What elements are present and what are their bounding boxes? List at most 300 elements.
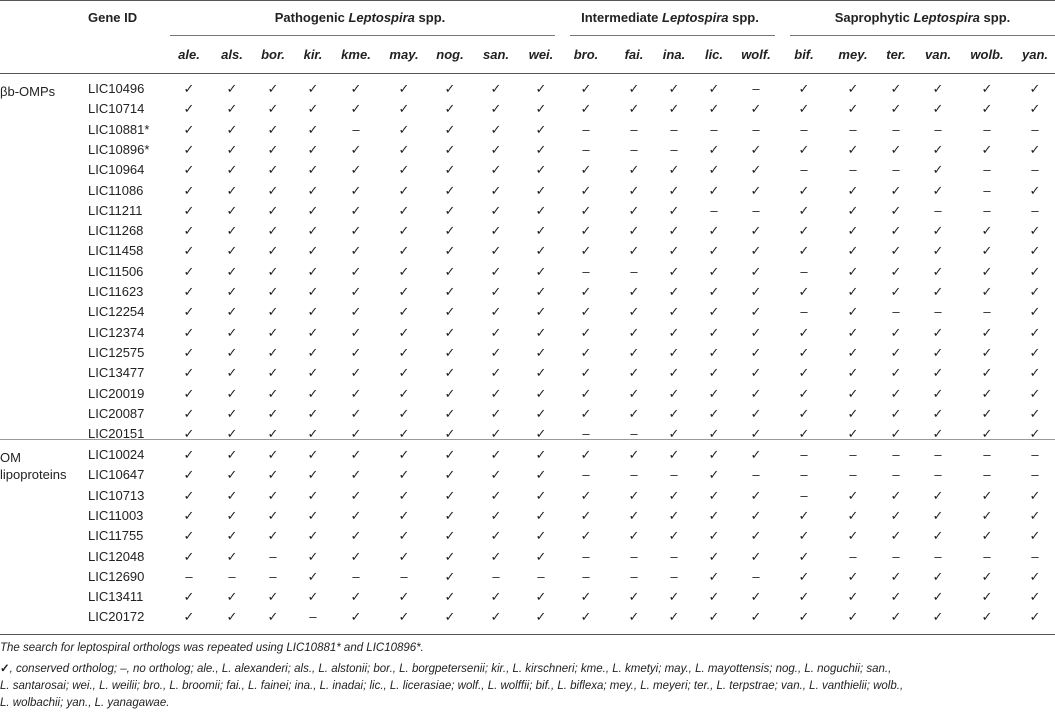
species-header-van: van.	[924, 47, 951, 62]
conserved-ortholog-cell: ✓	[708, 344, 720, 360]
gene-id: LIC12575	[88, 344, 145, 360]
conserved-ortholog-cell: ✓	[398, 528, 410, 544]
conserved-ortholog-cell: ✓	[1029, 324, 1041, 340]
conserved-ortholog-cell: ✓	[932, 101, 944, 117]
conserved-ortholog-cell: ✓	[628, 81, 640, 96]
group-underline-pathogenic	[170, 35, 555, 36]
conserved-ortholog-cell: ✓	[307, 304, 319, 320]
conserved-ortholog-cell: ✓	[350, 507, 362, 523]
conserved-ortholog-cell: ✓	[1029, 507, 1041, 523]
species-header-ter: ter.	[886, 47, 906, 62]
conserved-ortholog-cell: ✓	[668, 223, 680, 239]
conserved-ortholog-cell: ✓	[750, 263, 762, 279]
conserved-ortholog-cell: ✓	[932, 141, 944, 157]
conserved-ortholog-cell: ✓	[183, 81, 195, 96]
gene-id: LIC11211	[88, 202, 143, 218]
conserved-ortholog-cell: ✓	[350, 202, 362, 218]
conserved-ortholog-cell: ✓	[444, 609, 456, 625]
conserved-ortholog-cell: ✓	[183, 284, 195, 299]
no-ortholog-cell: –	[849, 162, 857, 178]
no-ortholog-cell: –	[752, 81, 760, 96]
conserved-ortholog-cell: ✓	[307, 487, 319, 503]
conserved-ortholog-cell: ✓	[981, 507, 993, 523]
bottom-rule	[0, 634, 1055, 635]
conserved-ortholog-cell: ✓	[490, 426, 502, 442]
conserved-ortholog-cell: ✓	[267, 182, 279, 198]
species-header-san: san.	[482, 47, 509, 62]
conserved-ortholog-cell: ✓	[708, 405, 720, 421]
conserved-ortholog-cell: ✓	[444, 467, 456, 483]
conserved-ortholog-cell: ✓	[398, 243, 410, 259]
no-ortholog-cell: –	[1031, 548, 1039, 564]
group-header-saprophytic: Saprophytic Leptospira spp.	[834, 10, 1011, 25]
gene-id: LIC11506	[88, 263, 144, 279]
conserved-ortholog-cell: ✓	[350, 284, 362, 299]
conserved-ortholog-cell: ✓	[444, 223, 456, 239]
conserved-ortholog-cell: ✓	[890, 223, 902, 239]
conserved-ortholog-cell: ✓	[444, 121, 456, 137]
conserved-ortholog-cell: ✓	[847, 223, 859, 239]
no-ortholog-cell: –	[752, 568, 760, 584]
conserved-ortholog-cell: ✓	[490, 263, 502, 279]
conserved-ortholog-cell: ✓	[1029, 385, 1041, 401]
conserved-ortholog-cell: ✓	[628, 243, 640, 259]
no-ortholog-cell: –	[934, 467, 942, 483]
conserved-ortholog-cell: ✓	[267, 263, 279, 279]
conserved-ortholog-cell: ✓	[668, 385, 680, 401]
conserved-ortholog-cell: ✓	[535, 202, 547, 218]
conserved-ortholog-cell: ✓	[444, 202, 456, 218]
conserved-ortholog-cell: ✓	[1029, 589, 1041, 605]
conserved-ortholog-cell: ✓	[267, 284, 279, 299]
conserved-ortholog-cell: ✓	[798, 548, 810, 564]
conserved-ortholog-cell: ✓	[267, 467, 279, 483]
conserved-ortholog-cell: ✓	[535, 121, 547, 137]
gene-id: LIC12690	[88, 568, 145, 584]
no-ortholog-cell: –	[582, 263, 590, 279]
gene-id: LIC20087	[88, 405, 145, 421]
gene-id: LIC10024	[88, 447, 145, 462]
conserved-ortholog-cell: ✓	[307, 243, 319, 259]
conserved-ortholog-cell: ✓	[932, 426, 944, 442]
conserved-ortholog-cell: ✓	[890, 284, 902, 299]
conserved-ortholog-cell: ✓	[750, 365, 762, 381]
conserved-ortholog-cell: ✓	[668, 447, 680, 462]
conserved-ortholog-cell: ✓	[267, 141, 279, 157]
conserved-ortholog-cell: ✓	[444, 568, 456, 584]
conserved-ortholog-cell: ✓	[580, 202, 592, 218]
check-symbol: ✓	[0, 663, 10, 675]
no-ortholog-cell: –	[630, 263, 638, 279]
conserved-ortholog-cell: ✓	[750, 304, 762, 320]
conserved-ortholog-cell: ✓	[307, 385, 319, 401]
conserved-ortholog-cell: ✓	[628, 405, 640, 421]
conserved-ortholog-cell: ✓	[267, 385, 279, 401]
conserved-ortholog-cell: ✓	[890, 507, 902, 523]
gene-id: LIC20172	[88, 609, 145, 625]
group-underline-saprophytic	[790, 35, 1055, 36]
conserved-ortholog-cell: ✓	[490, 548, 502, 564]
no-ortholog-cell: –	[849, 121, 857, 137]
conserved-ortholog-cell: ✓	[398, 202, 410, 218]
conserved-ortholog-cell: ✓	[1029, 405, 1041, 421]
conserved-ortholog-cell: ✓	[1029, 426, 1041, 442]
no-ortholog-cell: –	[1031, 121, 1039, 137]
conserved-ortholog-cell: ✓	[350, 385, 362, 401]
conserved-ortholog-cell: ✓	[798, 385, 810, 401]
no-ortholog-cell: –	[800, 263, 808, 279]
conserved-ortholog-cell: ✓	[444, 365, 456, 381]
conserved-ortholog-cell: ✓	[444, 324, 456, 340]
conserved-ortholog-cell: ✓	[668, 304, 680, 320]
conserved-ortholog-cell: ✓	[847, 365, 859, 381]
no-ortholog-cell: –	[710, 121, 718, 137]
conserved-ortholog-cell: ✓	[535, 243, 547, 259]
conserved-ortholog-cell: ✓	[307, 344, 319, 360]
conserved-ortholog-cell: ✓	[750, 223, 762, 239]
conserved-ortholog-cell: ✓	[847, 528, 859, 544]
conserved-ortholog-cell: ✓	[267, 507, 279, 523]
conserved-ortholog-cell: ✓	[847, 426, 859, 442]
conserved-ortholog-cell: ✓	[580, 589, 592, 605]
conserved-ortholog-cell: ✓	[628, 162, 640, 178]
gene-id: LIC10713	[88, 487, 145, 503]
no-ortholog-cell: –	[752, 202, 760, 218]
gene-id: LIC11003	[88, 507, 144, 523]
conserved-ortholog-cell: ✓	[444, 528, 456, 544]
conserved-ortholog-cell: ✓	[628, 528, 640, 544]
conserved-ortholog-cell: ✓	[628, 344, 640, 360]
species-header-bor: bor.	[261, 47, 285, 62]
conserved-ortholog-cell: ✓	[668, 263, 680, 279]
conserved-ortholog-cell: ✓	[798, 101, 810, 117]
conserved-ortholog-cell: ✓	[444, 101, 456, 117]
conserved-ortholog-cell: ✓	[267, 243, 279, 259]
conserved-ortholog-cell: ✓	[183, 162, 195, 178]
conserved-ortholog-cell: ✓	[890, 182, 902, 198]
conserved-ortholog-cell: ✓	[580, 405, 592, 421]
species-header-lic: lic.	[704, 47, 724, 62]
no-ortholog-cell: –	[582, 141, 590, 157]
conserved-ortholog-cell: ✓	[1029, 182, 1041, 198]
conserved-ortholog-cell: ✓	[750, 548, 762, 564]
gene-id: LIC10496	[88, 81, 145, 96]
no-ortholog-cell: –	[352, 568, 360, 584]
conserved-ortholog-cell: ✓	[847, 568, 859, 584]
conserved-ortholog-cell: ✓	[750, 162, 762, 178]
conserved-ortholog-cell: ✓	[847, 487, 859, 503]
conserved-ortholog-cell: ✓	[307, 202, 319, 218]
conserved-ortholog-cell: ✓	[267, 121, 279, 137]
gene-id: LIC12254	[88, 304, 145, 320]
species-header-may: may.	[389, 47, 419, 62]
conserved-ortholog-cell: ✓	[932, 223, 944, 239]
conserved-ortholog-cell: ✓	[444, 182, 456, 198]
no-ortholog-cell: –	[800, 121, 808, 137]
species-header-yan: yan.	[1021, 47, 1048, 62]
no-ortholog-cell: –	[934, 447, 942, 462]
conserved-ortholog-cell: ✓	[307, 426, 319, 442]
conserved-ortholog-cell: ✓	[307, 589, 319, 605]
conserved-ortholog-cell: ✓	[847, 385, 859, 401]
conserved-ortholog-cell: ✓	[847, 344, 859, 360]
conserved-ortholog-cell: ✓	[1029, 141, 1041, 157]
conserved-ortholog-cell: ✓	[708, 507, 720, 523]
conserved-ortholog-cell: ✓	[490, 162, 502, 178]
conserved-ortholog-cell: ✓	[668, 528, 680, 544]
conserved-ortholog-cell: ✓	[981, 589, 993, 605]
conserved-ortholog-cell: ✓	[490, 344, 502, 360]
no-ortholog-cell: –	[269, 568, 277, 584]
conserved-ortholog-cell: ✓	[750, 284, 762, 299]
conserved-ortholog-cell: ✓	[750, 507, 762, 523]
conserved-ortholog-cell: ✓	[750, 528, 762, 544]
conserved-ortholog-cell: ✓	[932, 568, 944, 584]
conserved-ortholog-cell: ✓	[750, 324, 762, 340]
conserved-ortholog-cell: ✓	[307, 101, 319, 117]
no-ortholog-cell: –	[630, 467, 638, 483]
no-ortholog-cell: –	[800, 162, 808, 178]
conserved-ortholog-cell: ✓	[267, 405, 279, 421]
conserved-ortholog-cell: ✓	[1029, 81, 1041, 96]
no-ortholog-cell: –	[849, 548, 857, 564]
conserved-ortholog-cell: ✓	[398, 365, 410, 381]
conserved-ortholog-cell: ✓	[890, 141, 902, 157]
conserved-ortholog-cell: ✓	[226, 162, 238, 178]
conserved-ortholog-cell: ✓	[226, 589, 238, 605]
conserved-ortholog-cell: ✓	[444, 263, 456, 279]
conserved-ortholog-cell: ✓	[1029, 365, 1041, 381]
conserved-ortholog-cell: ✓	[350, 467, 362, 483]
conserved-ortholog-cell: ✓	[668, 487, 680, 503]
conserved-ortholog-cell: ✓	[1029, 284, 1041, 299]
conserved-ortholog-cell: ✓	[580, 528, 592, 544]
conserved-ortholog-cell: ✓	[708, 101, 720, 117]
conserved-ortholog-cell: ✓	[535, 609, 547, 625]
gene-id: LIC20151	[88, 426, 145, 442]
conserved-ortholog-cell: ✓	[350, 324, 362, 340]
conserved-ortholog-cell: ✓	[535, 101, 547, 117]
conserved-ortholog-cell: ✓	[490, 487, 502, 503]
no-ortholog-cell: –	[630, 548, 638, 564]
conserved-ortholog-cell: ✓	[708, 589, 720, 605]
conserved-ortholog-cell: ✓	[847, 202, 859, 218]
conserved-ortholog-cell: ✓	[981, 344, 993, 360]
conserved-ortholog-cell: ✓	[535, 365, 547, 381]
conserved-ortholog-cell: ✓	[708, 528, 720, 544]
no-ortholog-cell: –	[670, 141, 678, 157]
conserved-ortholog-cell: ✓	[750, 182, 762, 198]
conserved-ortholog-cell: ✓	[226, 385, 238, 401]
species-header-wolf: wolf.	[741, 47, 771, 62]
gene-id: LIC20019	[88, 385, 145, 401]
no-ortholog-cell: –	[630, 141, 638, 157]
conserved-ortholog-cell: ✓	[535, 141, 547, 157]
conserved-ortholog-cell: ✓	[628, 385, 640, 401]
conserved-ortholog-cell: ✓	[226, 263, 238, 279]
conserved-ortholog-cell: ✓	[932, 182, 944, 198]
conserved-ortholog-cell: ✓	[890, 426, 902, 442]
gene-id: LIC10647	[88, 467, 145, 483]
conserved-ortholog-cell: ✓	[490, 81, 502, 96]
conserved-ortholog-cell: ✓	[267, 324, 279, 340]
conserved-ortholog-cell: ✓	[1029, 609, 1041, 625]
conserved-ortholog-cell: ✓	[668, 344, 680, 360]
conserved-ortholog-cell: ✓	[932, 385, 944, 401]
category-label-om-line1: OM	[0, 450, 21, 465]
conserved-ortholog-cell: ✓	[668, 609, 680, 625]
conserved-ortholog-cell: ✓	[750, 609, 762, 625]
gene-id: LIC10714	[88, 101, 145, 117]
conserved-ortholog-cell: ✓	[183, 121, 195, 137]
conserved-ortholog-cell: ✓	[226, 609, 238, 625]
conserved-ortholog-cell: ✓	[398, 324, 410, 340]
conserved-ortholog-cell: ✓	[798, 507, 810, 523]
conserved-ortholog-cell: ✓	[628, 447, 640, 462]
conserved-ortholog-cell: ✓	[350, 365, 362, 381]
conserved-ortholog-cell: ✓	[668, 101, 680, 117]
gene-id: LIC11268	[88, 223, 144, 239]
conserved-ortholog-cell: ✓	[847, 284, 859, 299]
group-header-intermediate: Intermediate Leptospira spp.	[581, 10, 759, 25]
no-ortholog-cell: –	[849, 467, 857, 483]
conserved-ortholog-cell: ✓	[580, 101, 592, 117]
conserved-ortholog-cell: ✓	[307, 182, 319, 198]
no-ortholog-cell: –	[892, 304, 900, 320]
conserved-ortholog-cell: ✓	[490, 223, 502, 239]
conserved-ortholog-cell: ✓	[350, 223, 362, 239]
conserved-ortholog-cell: ✓	[226, 243, 238, 259]
gene-id: LIC13477	[88, 365, 145, 381]
conserved-ortholog-cell: ✓	[750, 589, 762, 605]
no-ortholog-cell: –	[983, 467, 991, 483]
conserved-ortholog-cell: ✓	[350, 81, 362, 96]
no-ortholog-cell: –	[1031, 162, 1039, 178]
species-header-ale: ale.	[178, 47, 200, 62]
no-ortholog-cell: –	[892, 548, 900, 564]
conserved-ortholog-cell: ✓	[267, 426, 279, 442]
no-ortholog-cell: –	[892, 467, 900, 483]
conserved-ortholog-cell: ✓	[398, 223, 410, 239]
conserved-ortholog-cell: ✓	[798, 324, 810, 340]
conserved-ortholog-cell: ✓	[398, 141, 410, 157]
conserved-ortholog-cell: ✓	[267, 202, 279, 218]
conserved-ortholog-cell: ✓	[226, 141, 238, 157]
conserved-ortholog-cell: ✓	[398, 182, 410, 198]
conserved-ortholog-cell: ✓	[307, 507, 319, 523]
conserved-ortholog-cell: ✓	[932, 609, 944, 625]
species-header-kme: kme.	[341, 47, 371, 62]
footnote-legend-line3: L. wolbachii; yan., L. yanagawae.	[0, 697, 170, 709]
conserved-ortholog-cell: ✓	[932, 324, 944, 340]
conserved-ortholog-cell: ✓	[708, 365, 720, 381]
conserved-ortholog-cell: ✓	[981, 243, 993, 259]
conserved-ortholog-cell: ✓	[535, 223, 547, 239]
conserved-ortholog-cell: ✓	[307, 141, 319, 157]
conserved-ortholog-cell: ✓	[890, 101, 902, 117]
conserved-ortholog-cell: ✓	[490, 304, 502, 320]
conserved-ortholog-cell: ✓	[535, 81, 547, 96]
conserved-ortholog-cell: ✓	[628, 487, 640, 503]
conserved-ortholog-cell: ✓	[267, 365, 279, 381]
conserved-ortholog-cell: ✓	[708, 141, 720, 157]
no-ortholog-cell: –	[492, 568, 500, 584]
conserved-ortholog-cell: ✓	[267, 528, 279, 544]
conserved-ortholog-cell: ✓	[398, 589, 410, 605]
conserved-ortholog-cell: ✓	[890, 344, 902, 360]
gene-id: LIC11623	[88, 284, 144, 299]
conserved-ortholog-cell: ✓	[535, 405, 547, 421]
no-ortholog-cell: –	[582, 121, 590, 137]
conserved-ortholog-cell: ✓	[890, 589, 902, 605]
no-ortholog-cell: –	[983, 202, 991, 218]
no-ortholog-cell: –	[1031, 447, 1039, 462]
conserved-ortholog-cell: ✓	[708, 81, 720, 96]
conserved-ortholog-cell: ✓	[847, 243, 859, 259]
conserved-ortholog-cell: ✓	[267, 101, 279, 117]
no-ortholog-cell: –	[670, 121, 678, 137]
conserved-ortholog-cell: ✓	[535, 467, 547, 483]
conserved-ortholog-cell: ✓	[981, 263, 993, 279]
conserved-ortholog-cell: ✓	[350, 405, 362, 421]
conserved-ortholog-cell: ✓	[398, 263, 410, 279]
no-ortholog-cell: –	[228, 568, 236, 584]
conserved-ortholog-cell: ✓	[183, 141, 195, 157]
conserved-ortholog-cell: ✓	[580, 304, 592, 320]
gene-id-header: Gene ID	[88, 10, 138, 25]
conserved-ortholog-cell: ✓	[798, 365, 810, 381]
conserved-ortholog-cell: ✓	[183, 528, 195, 544]
conserved-ortholog-cell: ✓	[535, 487, 547, 503]
conserved-ortholog-cell: ✓	[628, 182, 640, 198]
conserved-ortholog-cell: ✓	[932, 263, 944, 279]
conserved-ortholog-cell: ✓	[267, 589, 279, 605]
conserved-ortholog-cell: ✓	[444, 426, 456, 442]
conserved-ortholog-cell: ✓	[307, 81, 319, 96]
conserved-ortholog-cell: ✓	[535, 528, 547, 544]
conserved-ortholog-cell: ✓	[708, 324, 720, 340]
category-label-bbomps: βb-OMPs	[0, 84, 56, 99]
conserved-ortholog-cell: ✓	[267, 223, 279, 239]
no-ortholog-cell: –	[582, 426, 590, 442]
no-ortholog-cell: –	[670, 467, 678, 483]
conserved-ortholog-cell: ✓	[628, 324, 640, 340]
conserved-ortholog-cell: ✓	[708, 426, 720, 442]
conserved-ortholog-cell: ✓	[628, 304, 640, 320]
conserved-ortholog-cell: ✓	[226, 528, 238, 544]
conserved-ortholog-cell: ✓	[798, 344, 810, 360]
conserved-ortholog-cell: ✓	[580, 447, 592, 462]
conserved-ortholog-cell: ✓	[750, 243, 762, 259]
conserved-ortholog-cell: ✓	[490, 141, 502, 157]
conserved-ortholog-cell: ✓	[708, 304, 720, 320]
species-header-wolb: wolb.	[970, 47, 1004, 62]
conserved-ortholog-cell: ✓	[490, 447, 502, 462]
no-ortholog-cell: –	[582, 467, 590, 483]
conserved-ortholog-cell: ✓	[398, 162, 410, 178]
conserved-ortholog-cell: ✓	[307, 223, 319, 239]
conserved-ortholog-cell: ✓	[750, 101, 762, 117]
conserved-ortholog-cell: ✓	[628, 101, 640, 117]
conserved-ortholog-cell: ✓	[668, 182, 680, 198]
species-header-bro: bro.	[573, 47, 599, 62]
conserved-ortholog-cell: ✓	[350, 243, 362, 259]
conserved-ortholog-cell: ✓	[981, 385, 993, 401]
conserved-ortholog-cell: ✓	[708, 223, 720, 239]
conserved-ortholog-cell: ✓	[490, 609, 502, 625]
conserved-ortholog-cell: ✓	[580, 324, 592, 340]
conserved-ortholog-cell: ✓	[535, 182, 547, 198]
